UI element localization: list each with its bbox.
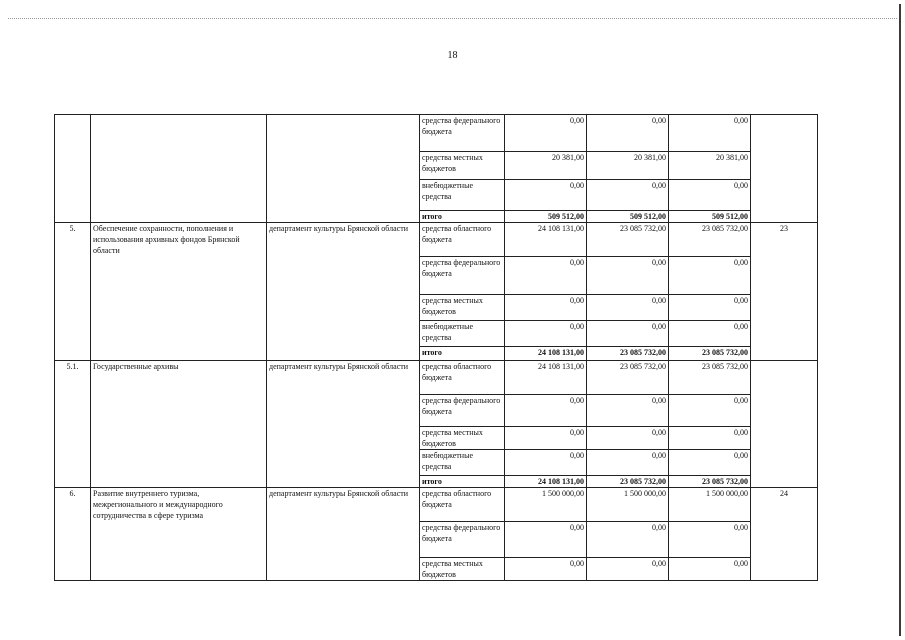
cell-source: внебюджетные средства xyxy=(420,450,505,476)
table-row xyxy=(55,223,818,257)
cell-source: средства федерального бюджета xyxy=(420,522,505,558)
cell-value: 0,00 xyxy=(669,558,751,581)
cell-value: 24 108 131,00 xyxy=(505,347,587,361)
cell-value: 23 085 732,00 xyxy=(669,223,751,257)
cell-value: 20 381,00 xyxy=(505,152,587,180)
cell-value: 0,00 xyxy=(669,450,751,476)
cell-source: средства федерального бюджета xyxy=(420,395,505,427)
cell-value: 23 085 732,00 xyxy=(587,347,669,361)
cell-value: 0,00 xyxy=(587,180,669,211)
cell-source: внебюджетные средства xyxy=(420,321,505,347)
cell-value: 24 108 131,00 xyxy=(505,476,587,488)
cell-value: 0,00 xyxy=(587,450,669,476)
cell-source: итого xyxy=(420,211,505,223)
cell-value: 0,00 xyxy=(669,522,751,558)
cell-source: итого xyxy=(420,347,505,361)
cell-value: 20 381,00 xyxy=(587,152,669,180)
table-row xyxy=(55,488,818,522)
cell-value: 1 500 000,00 xyxy=(505,488,587,522)
cell-no xyxy=(55,115,91,223)
page-number: 18 xyxy=(447,50,458,61)
cell-source: средства местных бюджетов xyxy=(420,295,505,321)
cell-value: 23 085 732,00 xyxy=(669,347,751,361)
cell-name: Развитие внутреннего туризма, межрегионального и международного сотрудничества в сфере туризма xyxy=(91,488,267,581)
cell-value: 0,00 xyxy=(505,115,587,152)
cell-value: 0,00 xyxy=(587,321,669,347)
cell-value: 0,00 xyxy=(669,295,751,321)
budget-table xyxy=(54,114,818,581)
cell-value: 0,00 xyxy=(505,427,587,450)
cell-value: 0,00 xyxy=(587,558,669,581)
cell-source: средства местных бюджетов xyxy=(420,427,505,450)
cell-value: 0,00 xyxy=(587,295,669,321)
cell-source: средства областного бюджета xyxy=(420,488,505,522)
cell-value: 0,00 xyxy=(587,427,669,450)
cell-value: 0,00 xyxy=(505,180,587,211)
cell-value: 0,00 xyxy=(669,427,751,450)
cell-value: 1 500 000,00 xyxy=(669,488,751,522)
cell-value: 0,00 xyxy=(669,321,751,347)
cell-name xyxy=(91,115,267,223)
cell-value: 24 108 131,00 xyxy=(505,361,587,395)
cell-no: 5.1. xyxy=(55,361,91,488)
cell-source: внебюджетные средства xyxy=(420,180,505,211)
cell-value: 23 085 732,00 xyxy=(587,223,669,257)
scan-noise-line xyxy=(8,18,897,19)
cell-indicator xyxy=(751,115,818,223)
cell-executor: департамент культуры Брянской области xyxy=(267,361,420,488)
cell-source: средства местных бюджетов xyxy=(420,152,505,180)
cell-no: 5. xyxy=(55,223,91,361)
cell-indicator xyxy=(751,361,818,488)
cell-executor: департамент культуры Брянской области xyxy=(267,223,420,361)
cell-value: 0,00 xyxy=(505,395,587,427)
cell-value: 509 512,00 xyxy=(669,211,751,223)
cell-value: 0,00 xyxy=(505,450,587,476)
table-row xyxy=(55,361,818,395)
cell-value: 0,00 xyxy=(505,295,587,321)
cell-value: 0,00 xyxy=(587,257,669,295)
cell-executor xyxy=(267,115,420,223)
table-row xyxy=(55,115,818,152)
cell-value: 20 381,00 xyxy=(669,152,751,180)
cell-indicator: 24 xyxy=(751,488,818,581)
cell-indicator: 23 xyxy=(751,223,818,361)
cell-no: 6. xyxy=(55,488,91,581)
cell-value: 23 085 732,00 xyxy=(587,361,669,395)
cell-source: средства областного бюджета xyxy=(420,223,505,257)
page-edge xyxy=(899,4,901,636)
cell-source: средства федерального бюджета xyxy=(420,257,505,295)
cell-value: 0,00 xyxy=(669,257,751,295)
cell-value: 23 085 732,00 xyxy=(669,476,751,488)
cell-value: 23 085 732,00 xyxy=(669,361,751,395)
cell-value: 0,00 xyxy=(505,257,587,295)
cell-value: 509 512,00 xyxy=(587,211,669,223)
cell-source: средства областного бюджета xyxy=(420,361,505,395)
cell-source: средства местных бюджетов xyxy=(420,558,505,581)
cell-value: 0,00 xyxy=(505,558,587,581)
cell-value: 0,00 xyxy=(669,180,751,211)
cell-value: 0,00 xyxy=(669,115,751,152)
cell-value: 509 512,00 xyxy=(505,211,587,223)
cell-value: 0,00 xyxy=(505,321,587,347)
cell-value: 23 085 732,00 xyxy=(587,476,669,488)
cell-value: 0,00 xyxy=(587,115,669,152)
cell-value: 0,00 xyxy=(669,395,751,427)
cell-executor: департамент культуры Брянской области xyxy=(267,488,420,581)
cell-value: 0,00 xyxy=(587,395,669,427)
cell-value: 24 108 131,00 xyxy=(505,223,587,257)
cell-source: итого xyxy=(420,476,505,488)
cell-value: 1 500 000,00 xyxy=(587,488,669,522)
cell-source: средства федерального бюджета xyxy=(420,115,505,152)
cell-name: Государственные архивы xyxy=(91,361,267,488)
cell-value: 0,00 xyxy=(505,522,587,558)
cell-name: Обеспечение сохранности, пополнения и использования архивных фондов Брянской области xyxy=(91,223,267,361)
cell-value: 0,00 xyxy=(587,522,669,558)
